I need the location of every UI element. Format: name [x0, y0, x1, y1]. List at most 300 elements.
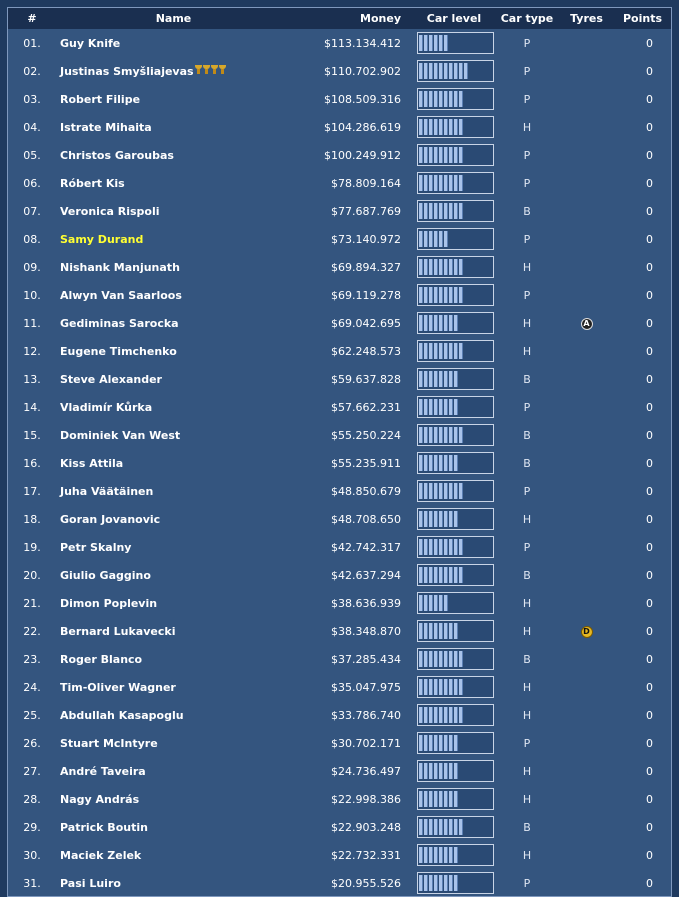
driver-name-link[interactable]: Steve Alexander	[60, 372, 162, 386]
points-cell: 0	[646, 512, 653, 526]
car-level-segment	[419, 791, 423, 807]
car-level-segment	[444, 735, 448, 751]
money-cell: $113.134.412	[324, 36, 401, 50]
car-level-bar	[417, 816, 494, 838]
car-level-segment	[449, 455, 453, 471]
car-level-segment	[434, 763, 438, 779]
table-row	[8, 449, 671, 477]
car-level-segment	[434, 483, 438, 499]
car-level-cell	[413, 449, 495, 477]
car-level-segment	[434, 343, 438, 359]
car-level-cell	[413, 29, 495, 57]
driver-name-cell	[56, 141, 291, 169]
car-level-segment	[454, 707, 458, 723]
car-level-segment	[429, 231, 433, 247]
tyres-cell	[559, 365, 614, 393]
header-car-type[interactable]: Car type	[500, 12, 554, 25]
car-type-cell: P	[523, 92, 531, 106]
money-cell: $77.687.769	[331, 204, 401, 218]
car-level-segment	[449, 819, 453, 835]
car-level-segment	[419, 567, 423, 583]
car-type-cell: H	[522, 344, 532, 358]
car-level-cell	[413, 225, 495, 253]
car-level-segment	[424, 651, 428, 667]
car-level-segment	[439, 875, 443, 891]
driver-name-link[interactable]: Patrick Boutin	[60, 820, 148, 834]
driver-name-link[interactable]: Istrate Mihaita	[60, 120, 152, 134]
car-level-segment	[424, 427, 428, 443]
car-level-segment	[424, 343, 428, 359]
driver-name-link[interactable]: Juha Väätäinen	[60, 484, 154, 498]
table-row	[8, 841, 671, 869]
car-level-segment	[454, 875, 458, 891]
car-level-segment	[439, 483, 443, 499]
driver-name-cell	[56, 841, 291, 869]
driver-name-link[interactable]: Alwyn Van Saarloos	[60, 288, 182, 302]
points-cell: 0	[646, 176, 653, 190]
driver-name-link[interactable]: Pasi Luiro	[60, 876, 121, 890]
driver-name-link[interactable]: Vladimír Kůrka	[60, 400, 153, 414]
tyres-cell	[559, 141, 614, 169]
car-level-segment	[449, 147, 453, 163]
money-cell: $48.708.650	[331, 512, 401, 526]
car-level-segment	[444, 287, 448, 303]
tyres-cell	[559, 477, 614, 505]
driver-name-cell	[56, 757, 291, 785]
driver-name-link[interactable]: André Taveira	[60, 764, 146, 778]
standings-body	[8, 29, 671, 897]
table-row	[8, 253, 671, 281]
table-row	[8, 729, 671, 757]
car-level-segment	[454, 315, 458, 331]
car-level-cell	[413, 421, 495, 449]
driver-name-cell	[56, 393, 291, 421]
car-level-segment	[419, 819, 423, 835]
money-cell: $38.348.870	[331, 624, 401, 638]
driver-name-link[interactable]: Robert Filipe	[60, 92, 141, 106]
money-cell: $55.250.224	[331, 428, 401, 442]
car-level-cell	[413, 281, 495, 309]
points-cell: 0	[646, 372, 653, 386]
driver-name-link[interactable]: Giulio Gaggino	[60, 568, 151, 582]
tyres-cell	[559, 253, 614, 281]
position-cell: 08.	[23, 232, 41, 246]
points-cell: 0	[646, 456, 653, 470]
tyres-cell	[559, 57, 614, 85]
car-type-cell: P	[523, 232, 531, 246]
tyres-cell	[559, 309, 614, 337]
car-level-segment	[439, 35, 443, 51]
money-cell: $104.286.619	[324, 120, 401, 134]
driver-name-cell	[56, 449, 291, 477]
car-level-segment	[419, 623, 423, 639]
car-level-segment	[459, 203, 463, 219]
car-level-segment	[434, 791, 438, 807]
table-row	[8, 141, 671, 169]
tyres-cell	[559, 85, 614, 113]
car-level-bar	[417, 704, 494, 726]
car-level-segment	[449, 483, 453, 499]
car-level-segment	[444, 399, 448, 415]
header-position[interactable]: #	[27, 12, 37, 25]
driver-name-link[interactable]: Samy Durand	[60, 232, 144, 246]
car-level-segment	[449, 707, 453, 723]
car-level-segment	[429, 483, 433, 499]
car-level-bar	[417, 32, 494, 54]
driver-name-cell	[56, 309, 291, 337]
driver-name-link[interactable]: Dominiek Van West	[60, 428, 181, 442]
car-level-cell	[413, 645, 495, 673]
car-type-cell: B	[523, 652, 531, 666]
car-level-segment	[419, 707, 423, 723]
driver-name-link[interactable]: Róbert Kis	[60, 176, 125, 190]
driver-name-cell	[56, 561, 291, 589]
points-cell: 0	[646, 596, 653, 610]
car-type-cell: H	[522, 260, 532, 274]
car-level-segment	[444, 455, 448, 471]
points-cell: 0	[646, 316, 653, 330]
car-level-segment	[419, 651, 423, 667]
car-level-segment	[444, 91, 448, 107]
position-cell: 05.	[23, 148, 41, 162]
car-level-segment	[419, 539, 423, 555]
car-level-segment	[444, 819, 448, 835]
car-level-segment	[459, 175, 463, 191]
car-level-segment	[454, 175, 458, 191]
points-cell: 0	[646, 708, 653, 722]
car-level-segment	[449, 259, 453, 275]
car-type-cell: P	[523, 484, 531, 498]
header-points[interactable]: Points	[622, 12, 663, 25]
driver-name-link[interactable]: Stuart McIntyre	[60, 736, 158, 750]
car-level-cell	[413, 141, 495, 169]
car-level-segment	[444, 539, 448, 555]
car-level-segment	[434, 259, 438, 275]
car-level-segment	[434, 707, 438, 723]
tyres-cell	[559, 533, 614, 561]
table-row	[8, 393, 671, 421]
driver-name-cell	[56, 57, 291, 85]
car-level-segment	[429, 119, 433, 135]
car-level-segment	[429, 287, 433, 303]
car-level-segment	[434, 371, 438, 387]
car-level-segment	[459, 63, 463, 79]
car-level-cell	[413, 309, 495, 337]
car-level-segment	[439, 259, 443, 275]
car-level-segment	[429, 259, 433, 275]
car-level-cell	[413, 477, 495, 505]
car-level-cell	[413, 869, 495, 897]
car-level-segment	[419, 595, 423, 611]
car-level-segment	[454, 399, 458, 415]
car-level-segment	[434, 175, 438, 191]
car-level-bar	[417, 844, 494, 866]
points-cell: 0	[646, 764, 653, 778]
table-row	[8, 57, 671, 85]
tyres-cell	[559, 589, 614, 617]
car-level-segment	[429, 91, 433, 107]
tyres-cell	[559, 169, 614, 197]
car-level-segment	[429, 63, 433, 79]
driver-name-link[interactable]: Goran Jovanovic	[60, 512, 161, 526]
car-level-segment	[434, 231, 438, 247]
driver-name-link[interactable]: Roger Blanco	[60, 652, 143, 666]
car-level-segment	[454, 427, 458, 443]
driver-name-link[interactable]: Guy Knife	[60, 36, 121, 50]
table-row	[8, 617, 671, 645]
car-level-segment	[434, 35, 438, 51]
points-cell: 0	[646, 624, 653, 638]
points-cell: 0	[646, 876, 653, 890]
car-level-bar	[417, 452, 494, 474]
car-level-segment	[454, 735, 458, 751]
driver-name-link[interactable]: Veronica Rispoli	[60, 204, 160, 218]
driver-name-link[interactable]: Gediminas Sarocka	[60, 316, 179, 330]
position-cell: 20.	[23, 568, 41, 582]
car-level-segment	[439, 735, 443, 751]
money-cell: $38.636.939	[331, 596, 401, 610]
car-level-cell	[413, 57, 495, 85]
points-cell: 0	[646, 848, 653, 862]
car-level-segment	[419, 147, 423, 163]
tyres-cell	[559, 645, 614, 673]
trophy-icon	[203, 65, 210, 74]
car-level-segment	[429, 455, 433, 471]
car-level-segment	[449, 651, 453, 667]
car-level-segment	[454, 483, 458, 499]
points-cell: 0	[646, 652, 653, 666]
tyres-cell	[559, 869, 614, 897]
driver-name-link[interactable]: Tim-Oliver Wagner	[60, 680, 176, 694]
car-type-cell: P	[523, 176, 531, 190]
tyres-cell	[559, 757, 614, 785]
header-car-level[interactable]: Car level	[426, 12, 482, 25]
car-level-cell	[413, 673, 495, 701]
driver-name-link[interactable]: Abdullah Kasapoglu	[60, 708, 184, 722]
car-level-bar	[417, 424, 494, 446]
car-level-segment	[454, 791, 458, 807]
position-cell: 19.	[23, 540, 41, 554]
car-level-cell	[413, 785, 495, 813]
driver-name-link[interactable]: Petr Skalny	[60, 540, 132, 554]
car-level-bar	[417, 732, 494, 754]
position-cell: 11.	[23, 316, 41, 330]
car-level-segment	[434, 119, 438, 135]
driver-name-cell	[56, 533, 291, 561]
money-cell: $69.894.327	[331, 260, 401, 274]
car-level-segment	[449, 427, 453, 443]
car-level-segment	[459, 91, 463, 107]
car-level-segment	[424, 35, 428, 51]
tyres-cell	[559, 421, 614, 449]
driver-name-cell	[56, 505, 291, 533]
table-header	[8, 8, 671, 29]
driver-name-link[interactable]: Nagy András	[60, 792, 140, 806]
points-cell: 0	[646, 820, 653, 834]
driver-name-link[interactable]: Bernard Lukavecki	[60, 624, 176, 638]
position-cell: 12.	[23, 344, 41, 358]
car-level-segment	[449, 63, 453, 79]
car-level-bar	[417, 592, 494, 614]
car-level-bar	[417, 200, 494, 222]
driver-name-link[interactable]: Maciek Zelek	[60, 848, 142, 862]
car-level-segment	[424, 595, 428, 611]
table-row	[8, 757, 671, 785]
car-level-cell	[413, 617, 495, 645]
points-cell: 0	[646, 428, 653, 442]
position-cell: 22.	[23, 624, 41, 638]
car-level-segment	[444, 511, 448, 527]
position-cell: 21.	[23, 596, 41, 610]
car-level-segment	[424, 119, 428, 135]
driver-name-link[interactable]: Kiss Attila	[60, 456, 124, 470]
driver-name-cell	[56, 281, 291, 309]
car-level-segment	[434, 315, 438, 331]
car-type-cell: B	[523, 428, 531, 442]
car-type-cell: P	[523, 736, 531, 750]
position-cell: 29.	[23, 820, 41, 834]
car-level-segment	[439, 371, 443, 387]
car-level-segment	[449, 763, 453, 779]
car-level-segment	[439, 63, 443, 79]
driver-name-cell	[56, 589, 291, 617]
car-level-segment	[424, 371, 428, 387]
car-level-segment	[444, 35, 448, 51]
driver-name-cell	[56, 29, 291, 57]
tyres-cell	[559, 225, 614, 253]
car-level-segment	[444, 623, 448, 639]
car-level-segment	[459, 707, 463, 723]
car-level-segment	[424, 847, 428, 863]
car-level-segment	[454, 763, 458, 779]
car-level-segment	[439, 791, 443, 807]
car-level-segment	[449, 343, 453, 359]
tyres-cell	[559, 281, 614, 309]
position-cell: 24.	[23, 680, 41, 694]
car-level-segment	[454, 651, 458, 667]
table-row	[8, 337, 671, 365]
driver-name-link[interactable]: Justinas Smyšliajevas	[60, 64, 194, 78]
car-level-segment	[459, 539, 463, 555]
car-level-segment	[434, 287, 438, 303]
table-row	[8, 869, 671, 897]
car-level-segment	[419, 679, 423, 695]
car-level-segment	[439, 91, 443, 107]
car-level-segment	[444, 483, 448, 499]
car-level-segment	[459, 483, 463, 499]
driver-name-cell	[56, 85, 291, 113]
points-cell: 0	[646, 400, 653, 414]
car-level-segment	[444, 791, 448, 807]
car-level-cell	[413, 169, 495, 197]
car-level-segment	[434, 427, 438, 443]
trophy-icon	[195, 65, 202, 74]
position-cell: 09.	[23, 260, 41, 274]
car-level-segment	[429, 175, 433, 191]
tyres-cell	[559, 449, 614, 477]
car-type-cell: B	[523, 820, 531, 834]
car-level-segment	[424, 147, 428, 163]
car-level-bar	[417, 648, 494, 670]
car-level-segment	[439, 343, 443, 359]
money-cell: $20.955.526	[331, 876, 401, 890]
car-level-segment	[449, 315, 453, 331]
car-level-segment	[459, 259, 463, 275]
money-cell: $33.786.740	[331, 708, 401, 722]
money-cell: $57.662.231	[331, 400, 401, 414]
tyres-cell	[559, 561, 614, 589]
car-level-segment	[424, 91, 428, 107]
car-level-cell	[413, 197, 495, 225]
car-level-segment	[424, 819, 428, 835]
points-cell: 0	[646, 36, 653, 50]
car-level-segment	[454, 259, 458, 275]
car-level-segment	[429, 791, 433, 807]
header-tyres[interactable]: Tyres	[570, 12, 603, 25]
car-level-segment	[434, 735, 438, 751]
car-level-segment	[429, 511, 433, 527]
car-level-segment	[449, 175, 453, 191]
points-cell: 0	[646, 344, 653, 358]
position-cell: 25.	[23, 708, 41, 722]
car-level-segment	[439, 567, 443, 583]
driver-name-link[interactable]: Eugene Timchenko	[60, 344, 177, 358]
header-name[interactable]: Name	[155, 12, 192, 25]
driver-name-link[interactable]: Dimon Poplevin	[60, 596, 158, 610]
car-level-segment	[449, 399, 453, 415]
car-level-cell	[413, 729, 495, 757]
car-level-segment	[419, 455, 423, 471]
car-level-segment	[429, 427, 433, 443]
header-money[interactable]: Money	[360, 12, 401, 25]
table-row	[8, 85, 671, 113]
car-level-segment	[449, 371, 453, 387]
car-level-segment	[444, 427, 448, 443]
money-cell: $69.042.695	[331, 316, 401, 330]
standings-table	[8, 8, 671, 897]
tyres-cell	[559, 29, 614, 57]
car-level-segment	[444, 875, 448, 891]
points-cell: 0	[646, 92, 653, 106]
car-level-segment	[449, 511, 453, 527]
car-level-bar	[417, 60, 494, 82]
position-cell: 13.	[23, 372, 41, 386]
driver-name-link[interactable]: Nishank Manjunath	[60, 260, 180, 274]
money-cell: $22.732.331	[331, 848, 401, 862]
position-cell: 06.	[23, 176, 41, 190]
car-level-segment	[419, 483, 423, 499]
car-level-segment	[434, 147, 438, 163]
car-level-segment	[439, 399, 443, 415]
car-level-segment	[444, 231, 448, 247]
car-type-cell: H	[522, 764, 532, 778]
driver-name-cell	[56, 225, 291, 253]
car-level-segment	[444, 147, 448, 163]
car-level-cell	[413, 757, 495, 785]
car-level-segment	[419, 511, 423, 527]
car-level-cell	[413, 813, 495, 841]
driver-name-link[interactable]: Christos Garoubas	[60, 148, 174, 162]
car-level-segment	[449, 735, 453, 751]
car-level-segment	[424, 455, 428, 471]
car-level-segment	[429, 763, 433, 779]
money-cell: $30.702.171	[331, 736, 401, 750]
table-row	[8, 589, 671, 617]
car-type-cell: H	[522, 792, 532, 806]
money-cell: $73.140.972	[331, 232, 401, 246]
position-cell: 28.	[23, 792, 41, 806]
car-level-segment	[439, 287, 443, 303]
